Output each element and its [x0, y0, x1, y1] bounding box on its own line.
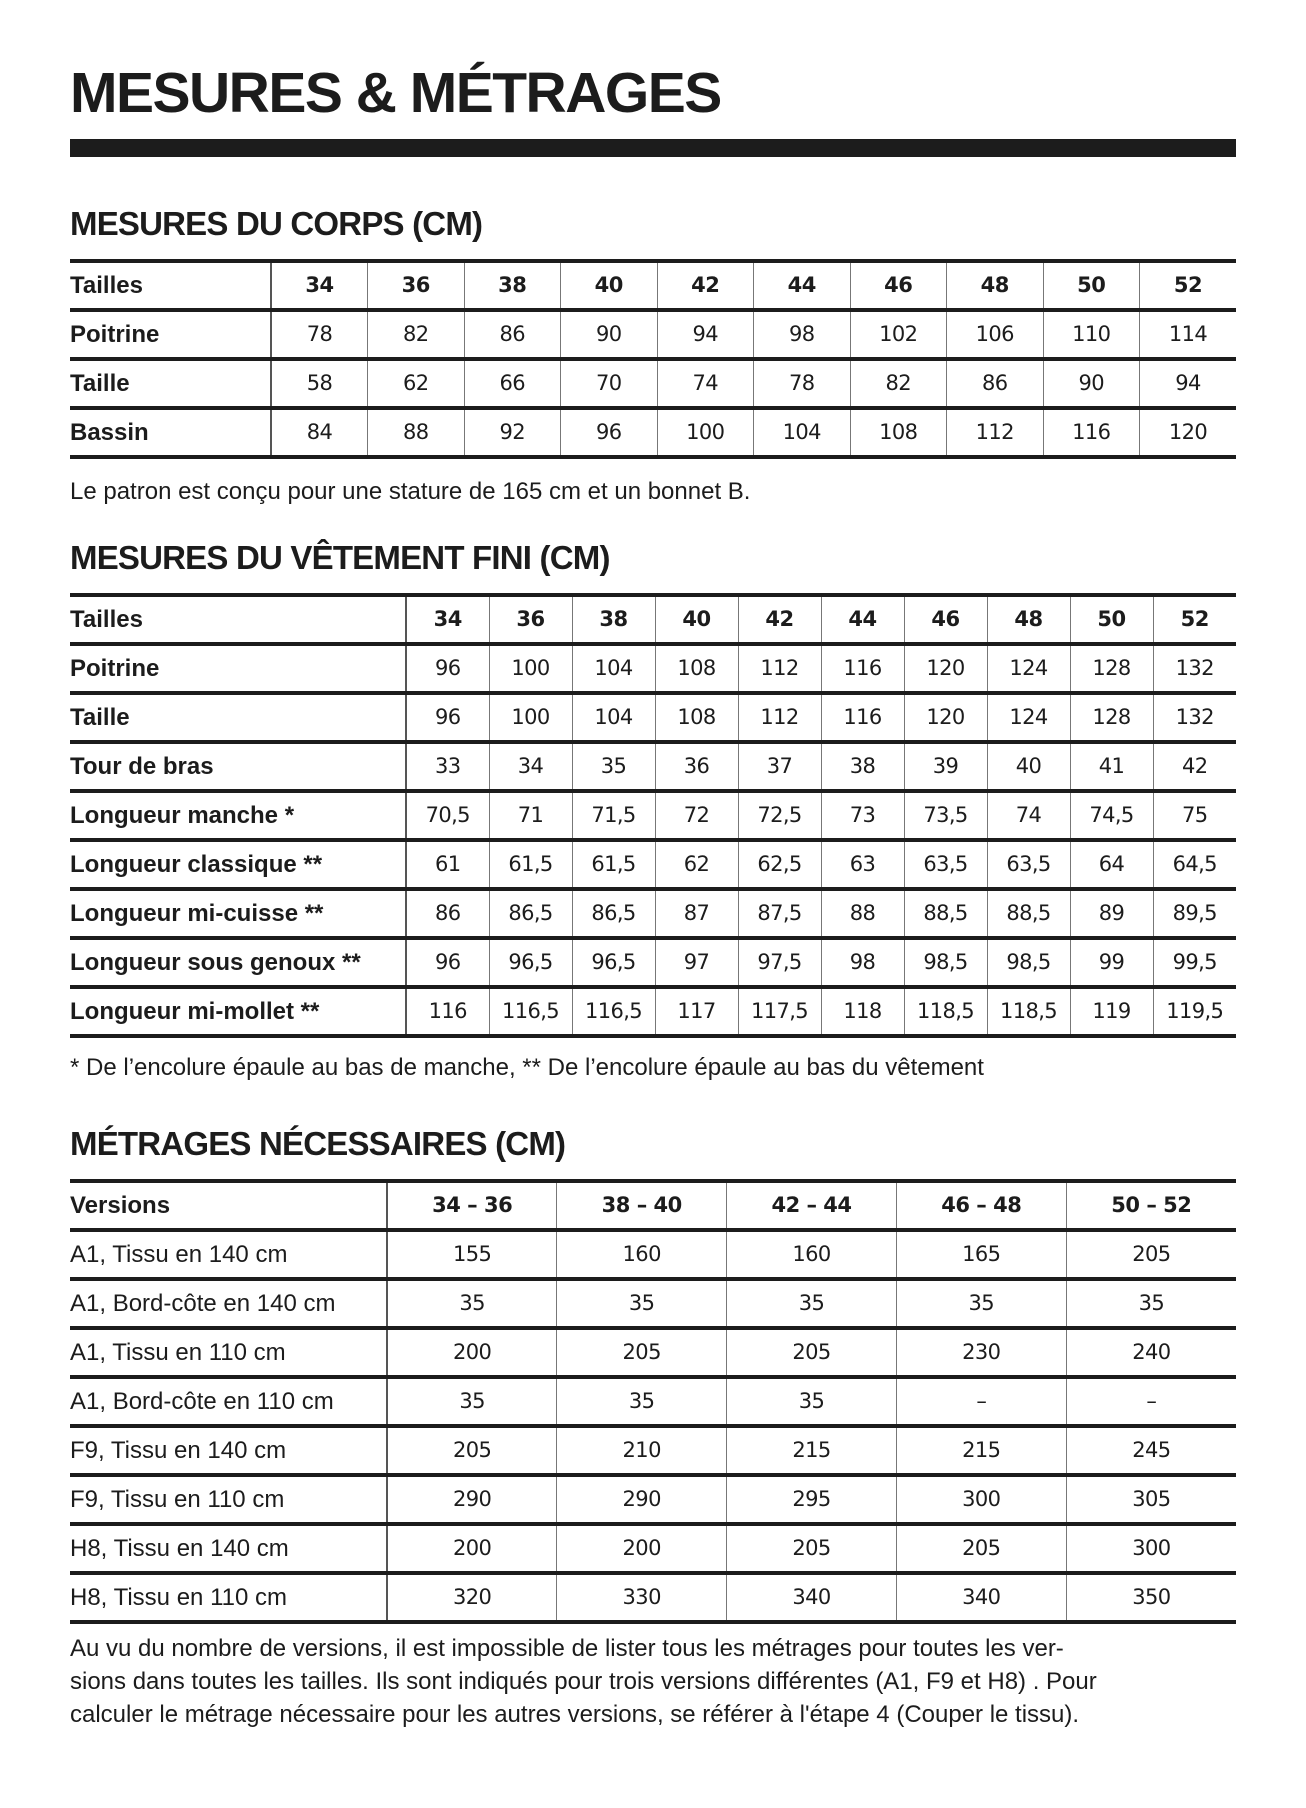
- table-cell: 108: [655, 693, 738, 742]
- table-cell: 62: [368, 359, 465, 408]
- table-cell: 116,5: [489, 987, 572, 1036]
- table-row: [70, 742, 1236, 791]
- table-cell: 40: [987, 742, 1070, 791]
- table-cell: 63: [821, 840, 904, 889]
- table-cell: 160: [557, 1230, 727, 1279]
- table-row: [70, 644, 1236, 693]
- column-header: 52: [1140, 261, 1237, 310]
- finished-measurements-table: [70, 593, 1236, 1038]
- header-label: Versions: [70, 1181, 387, 1230]
- row-label: H8, Tissu en 110 cm: [70, 1573, 387, 1622]
- table-cell: 104: [754, 408, 851, 457]
- table-cell: 89,5: [1153, 889, 1236, 938]
- fabric-requirements-heading: MÉTRAGES NÉCESSAIRES (CM): [70, 1125, 566, 1162]
- table-cell: 74: [987, 791, 1070, 840]
- table-cell: 112: [738, 693, 821, 742]
- row-label: Longueur sous genoux **: [70, 938, 406, 987]
- column-header: 34: [271, 261, 368, 310]
- table-row: [70, 1426, 1236, 1475]
- table-cell: 205: [727, 1328, 897, 1377]
- table-cell: 104: [572, 693, 655, 742]
- table-cell: 96: [406, 693, 489, 742]
- table-cell: 35: [387, 1279, 557, 1328]
- table-cell: 119: [1070, 987, 1153, 1036]
- column-header: 42: [657, 261, 754, 310]
- table-cell: 87: [655, 889, 738, 938]
- table-cell: 35: [1066, 1279, 1236, 1328]
- row-label: Taille: [70, 359, 271, 408]
- table-cell: 89: [1070, 889, 1153, 938]
- table-cell: 100: [489, 644, 572, 693]
- body-measurements-note: Le patron est conçu pour une stature de 165 cm et un bonnet B.: [70, 478, 751, 505]
- table-cell: 120: [904, 693, 987, 742]
- row-label: F9, Tissu en 140 cm: [70, 1426, 387, 1475]
- paragraph-line: calculer le métrage nécessaire pour les autres versions, se référer à l'étape 4 (Couper le tissu).: [70, 1701, 1080, 1728]
- table-row: [70, 1328, 1236, 1377]
- row-label: A1, Bord-côte en 140 cm: [70, 1279, 387, 1328]
- row-label: Taille: [70, 693, 406, 742]
- table-cell: 132: [1153, 693, 1236, 742]
- table-row: [70, 1475, 1236, 1524]
- table-row: [70, 1279, 1236, 1328]
- table-cell: 100: [657, 408, 754, 457]
- page-title: MESURES & MÉTRAGES: [70, 61, 721, 125]
- fabric-requirements-paragraph: [70, 1632, 1250, 1731]
- table-cell: 41: [1070, 742, 1153, 791]
- table-cell: 61: [406, 840, 489, 889]
- table-cell: 128: [1070, 693, 1153, 742]
- table-cell: 35: [557, 1279, 727, 1328]
- title-divider: [70, 139, 1236, 157]
- table-cell: 84: [271, 408, 368, 457]
- table-cell: 98,5: [987, 938, 1070, 987]
- table-cell: 200: [387, 1524, 557, 1573]
- table-cell: 128: [1070, 644, 1153, 693]
- table-cell: 71: [489, 791, 572, 840]
- column-header: 40: [561, 261, 658, 310]
- table-cell: 118,5: [987, 987, 1070, 1036]
- column-header: 50: [1070, 595, 1153, 644]
- table-row: [70, 408, 1236, 457]
- table-cell: 120: [1140, 408, 1237, 457]
- table-cell: 62,5: [738, 840, 821, 889]
- column-header: 34 – 36: [387, 1181, 557, 1230]
- column-header: 52: [1153, 595, 1236, 644]
- table-cell: 124: [987, 693, 1070, 742]
- column-header: 48: [947, 261, 1044, 310]
- column-header: 34: [406, 595, 489, 644]
- table-cell: 88,5: [904, 889, 987, 938]
- row-label: Longueur mi-mollet **: [70, 987, 406, 1036]
- finished-measurements-heading: MESURES DU VÊTEMENT FINI (CM): [70, 539, 610, 576]
- table-cell: 108: [850, 408, 947, 457]
- table-cell: 86: [464, 310, 561, 359]
- table-cell: 205: [896, 1524, 1066, 1573]
- table-cell: 240: [1066, 1328, 1236, 1377]
- table-cell: –: [896, 1377, 1066, 1426]
- table-cell: 88,5: [987, 889, 1070, 938]
- table-cell: 73: [821, 791, 904, 840]
- column-header: 46: [904, 595, 987, 644]
- table-cell: 108: [655, 644, 738, 693]
- table-cell: 35: [727, 1377, 897, 1426]
- table-cell: 124: [987, 644, 1070, 693]
- table-cell: 96: [406, 938, 489, 987]
- table-row: [70, 791, 1236, 840]
- table-cell: 132: [1153, 644, 1236, 693]
- table-cell: 117,5: [738, 987, 821, 1036]
- table-cell: 116: [406, 987, 489, 1036]
- table-cell: 72: [655, 791, 738, 840]
- column-header: 36: [489, 595, 572, 644]
- finished-measurements-footnote: * De l’encolure épaule au bas de manche, ** De l’encolure épaule au bas du vêtement: [70, 1054, 984, 1081]
- table-cell: 82: [368, 310, 465, 359]
- column-header: 38 – 40: [557, 1181, 727, 1230]
- table-cell: 98: [754, 310, 851, 359]
- table-cell: 64,5: [1153, 840, 1236, 889]
- table-cell: 245: [1066, 1426, 1236, 1475]
- table-cell: 160: [727, 1230, 897, 1279]
- table-cell: 35: [727, 1279, 897, 1328]
- table-cell: 61,5: [572, 840, 655, 889]
- table-header-row: [70, 1181, 1236, 1230]
- table-cell: 165: [896, 1230, 1066, 1279]
- table-cell: 70,5: [406, 791, 489, 840]
- table-cell: 320: [387, 1573, 557, 1622]
- table-cell: 63,5: [987, 840, 1070, 889]
- table-cell: 104: [572, 644, 655, 693]
- table-cell: 97: [655, 938, 738, 987]
- table-cell: 72,5: [738, 791, 821, 840]
- table-cell: 290: [557, 1475, 727, 1524]
- table-cell: 86: [406, 889, 489, 938]
- table-cell: 96,5: [489, 938, 572, 987]
- table-row: [70, 987, 1236, 1036]
- table-cell: 63,5: [904, 840, 987, 889]
- row-label: Poitrine: [70, 644, 406, 693]
- row-label: Poitrine: [70, 310, 271, 359]
- table-header-row: [70, 261, 1236, 310]
- table-cell: 36: [655, 742, 738, 791]
- column-header: 38: [572, 595, 655, 644]
- table-cell: 116: [1043, 408, 1140, 457]
- column-header: 50 – 52: [1066, 1181, 1236, 1230]
- table-cell: 37: [738, 742, 821, 791]
- table-cell: 305: [1066, 1475, 1236, 1524]
- table-cell: 102: [850, 310, 947, 359]
- row-label: Tour de bras: [70, 742, 406, 791]
- table-header-row: [70, 595, 1236, 644]
- header-label: Tailles: [70, 261, 271, 310]
- column-header: 48: [987, 595, 1070, 644]
- row-label: F9, Tissu en 110 cm: [70, 1475, 387, 1524]
- paragraph-line: sions dans toutes les tailles. Ils sont indiqués pour trois versions différentes (A1, F9 et H8) . Pour: [70, 1668, 1097, 1695]
- table-cell: 70: [561, 359, 658, 408]
- table-row: [70, 310, 1236, 359]
- table-row: [70, 1230, 1236, 1279]
- table-cell: 90: [1043, 359, 1140, 408]
- table-cell: 118: [821, 987, 904, 1036]
- table-row: [70, 1524, 1236, 1573]
- table-row: [70, 938, 1236, 987]
- table-cell: 88: [368, 408, 465, 457]
- table-cell: 155: [387, 1230, 557, 1279]
- row-label: A1, Bord-côte en 110 cm: [70, 1377, 387, 1426]
- table-cell: 33: [406, 742, 489, 791]
- row-label: A1, Tissu en 140 cm: [70, 1230, 387, 1279]
- column-header: 42: [738, 595, 821, 644]
- fabric-requirements-table: [70, 1179, 1236, 1624]
- table-cell: 340: [896, 1573, 1066, 1622]
- table-cell: 116: [821, 644, 904, 693]
- table-cell: 119,5: [1153, 987, 1236, 1036]
- table-cell: 96,5: [572, 938, 655, 987]
- table-cell: 215: [896, 1426, 1066, 1475]
- table-cell: 98,5: [904, 938, 987, 987]
- table-cell: 200: [557, 1524, 727, 1573]
- table-cell: 74,5: [1070, 791, 1153, 840]
- row-label: Longueur mi-cuisse **: [70, 889, 406, 938]
- table-cell: 96: [561, 408, 658, 457]
- table-cell: 112: [738, 644, 821, 693]
- table-cell: 94: [657, 310, 754, 359]
- column-header: 38: [464, 261, 561, 310]
- table-cell: 74: [657, 359, 754, 408]
- table-cell: 62: [655, 840, 738, 889]
- table-cell: 200: [387, 1328, 557, 1377]
- row-label: Longueur manche *: [70, 791, 406, 840]
- row-label: Longueur classique **: [70, 840, 406, 889]
- table-cell: 35: [557, 1377, 727, 1426]
- table-cell: 215: [727, 1426, 897, 1475]
- table-cell: 96: [406, 644, 489, 693]
- table-cell: 97,5: [738, 938, 821, 987]
- table-cell: 300: [896, 1475, 1066, 1524]
- table-cell: 99,5: [1153, 938, 1236, 987]
- table-cell: 78: [754, 359, 851, 408]
- column-header: 46: [850, 261, 947, 310]
- table-cell: 205: [557, 1328, 727, 1377]
- paragraph-line: Au vu du nombre de versions, il est impossible de lister tous les métrages pour toutes les ver-: [70, 1635, 1064, 1662]
- row-label: H8, Tissu en 140 cm: [70, 1524, 387, 1573]
- column-header: 44: [754, 261, 851, 310]
- column-header: 36: [368, 261, 465, 310]
- table-cell: 120: [904, 644, 987, 693]
- table-cell: 106: [947, 310, 1044, 359]
- table-cell: 116: [821, 693, 904, 742]
- table-cell: 66: [464, 359, 561, 408]
- table-cell: 210: [557, 1426, 727, 1475]
- table-cell: 38: [821, 742, 904, 791]
- column-header: 46 – 48: [896, 1181, 1066, 1230]
- table-row: [70, 889, 1236, 938]
- table-cell: 58: [271, 359, 368, 408]
- table-cell: 86,5: [489, 889, 572, 938]
- table-row: [70, 693, 1236, 742]
- column-header: 40: [655, 595, 738, 644]
- table-cell: 205: [387, 1426, 557, 1475]
- table-cell: 90: [561, 310, 658, 359]
- table-cell: 35: [387, 1377, 557, 1426]
- table-cell: 87,5: [738, 889, 821, 938]
- header-label: Tailles: [70, 595, 406, 644]
- table-cell: 35: [896, 1279, 1066, 1328]
- table-cell: –: [1066, 1377, 1236, 1426]
- table-cell: 350: [1066, 1573, 1236, 1622]
- table-cell: 39: [904, 742, 987, 791]
- table-cell: 117: [655, 987, 738, 1036]
- table-cell: 34: [489, 742, 572, 791]
- table-cell: 86,5: [572, 889, 655, 938]
- table-cell: 71,5: [572, 791, 655, 840]
- table-cell: 114: [1140, 310, 1237, 359]
- column-header: 44: [821, 595, 904, 644]
- column-header: 42 – 44: [727, 1181, 897, 1230]
- table-cell: 35: [572, 742, 655, 791]
- table-cell: 78: [271, 310, 368, 359]
- table-row: [70, 1573, 1236, 1622]
- table-cell: 230: [896, 1328, 1066, 1377]
- table-cell: 205: [727, 1524, 897, 1573]
- body-measurements-heading: MESURES DU CORPS (CM): [70, 205, 483, 242]
- table-cell: 82: [850, 359, 947, 408]
- row-label: A1, Tissu en 110 cm: [70, 1328, 387, 1377]
- table-cell: 205: [1066, 1230, 1236, 1279]
- table-cell: 92: [464, 408, 561, 457]
- table-cell: 112: [947, 408, 1044, 457]
- table-cell: 290: [387, 1475, 557, 1524]
- table-cell: 295: [727, 1475, 897, 1524]
- table-cell: 75: [1153, 791, 1236, 840]
- table-cell: 73,5: [904, 791, 987, 840]
- table-cell: 330: [557, 1573, 727, 1622]
- table-row: [70, 359, 1236, 408]
- body-measurements-table: [70, 259, 1236, 459]
- table-cell: 42: [1153, 742, 1236, 791]
- table-cell: 300: [1066, 1524, 1236, 1573]
- table-cell: 100: [489, 693, 572, 742]
- table-cell: 61,5: [489, 840, 572, 889]
- table-cell: 94: [1140, 359, 1237, 408]
- row-label: Bassin: [70, 408, 271, 457]
- table-cell: 116,5: [572, 987, 655, 1036]
- table-cell: 98: [821, 938, 904, 987]
- table-cell: 86: [947, 359, 1044, 408]
- table-cell: 340: [727, 1573, 897, 1622]
- table-cell: 99: [1070, 938, 1153, 987]
- column-header: 50: [1043, 261, 1140, 310]
- table-row: [70, 1377, 1236, 1426]
- table-row: [70, 840, 1236, 889]
- table-cell: 110: [1043, 310, 1140, 359]
- table-cell: 88: [821, 889, 904, 938]
- table-cell: 118,5: [904, 987, 987, 1036]
- table-cell: 64: [1070, 840, 1153, 889]
